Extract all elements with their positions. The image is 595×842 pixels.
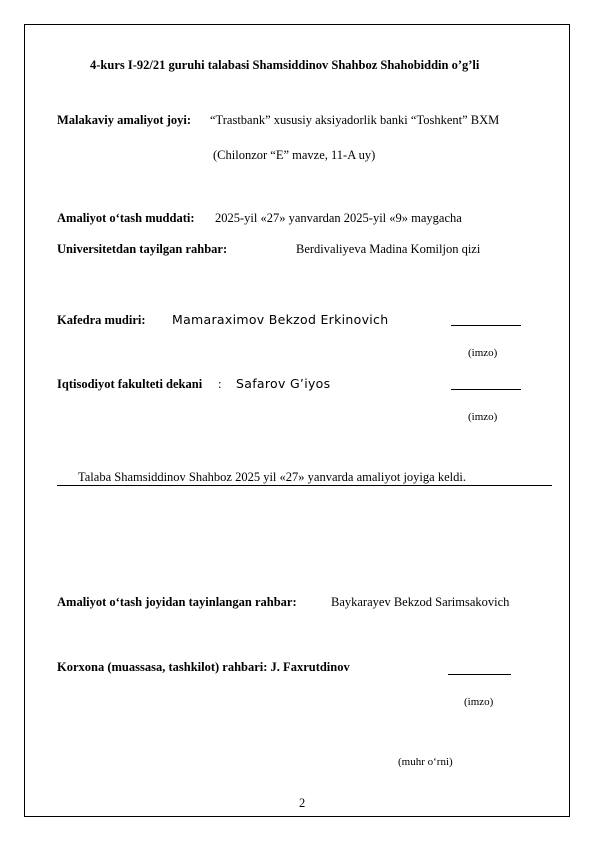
- department-head-signature-caption: (imzo): [468, 347, 498, 359]
- faculty-dean-signature-line: [451, 389, 521, 390]
- practice-place-value: “Trastbank” xususiy aksiyadorlik banki “Toshkent” BXM: [210, 113, 500, 127]
- workplace-supervisor-label: Amaliyot o‘tash joyidan tayinlangan rahbar:: [57, 595, 297, 609]
- duration-value: 2025-yil «27» yanvardan 2025-yil «9» maygacha: [215, 211, 462, 225]
- practice-place-label: Malakaviy amaliyot joyi:: [57, 113, 192, 127]
- faculty-dean-label: Iqtisodiyot fakulteti dekani: [57, 377, 203, 391]
- department-head-signature-line: [451, 325, 521, 326]
- faculty-dean-value: Safarov G’iyos: [236, 376, 331, 391]
- department-head-label: Kafedra mudiri:: [57, 313, 146, 327]
- document-title: 4-kurs I-92/21 guruhi talabasi Shamsiddinov Shahboz Shahobiddin o’g’li: [90, 58, 480, 72]
- organization-head-signature-line: [448, 674, 511, 675]
- page-number: 2: [299, 796, 306, 810]
- stamp-caption: (muhr o‘rni): [398, 756, 453, 768]
- arrival-underline: [57, 485, 552, 486]
- university-supervisor-value: Berdivaliyeva Madina Komiljon qizi: [296, 242, 481, 256]
- organization-head-signature-caption: (imzo): [464, 696, 494, 708]
- duration-label: Amaliyot o‘tash muddati:: [57, 211, 195, 225]
- department-head-value: Mamaraximov Bekzod Erkinovich: [172, 312, 389, 327]
- organization-head-label: Korxona (muassasa, tashkilot) rahbari: J. Faxrutdinov: [57, 660, 350, 674]
- faculty-dean-signature-caption: (imzo): [468, 411, 498, 423]
- practice-place-address: (Chilonzor “E” mavze, 11-A uy): [213, 148, 376, 162]
- workplace-supervisor-value: Baykarayev Bekzod Sarimsakovich: [331, 595, 510, 609]
- arrival-statement: Talaba Shamsiddinov Shahboz 2025 yil «27» yanvarda amaliyot joyiga keldi.: [78, 470, 466, 484]
- university-supervisor-label: Universitetdan tayilgan rahbar:: [57, 242, 228, 256]
- faculty-dean-colon: :: [218, 377, 222, 391]
